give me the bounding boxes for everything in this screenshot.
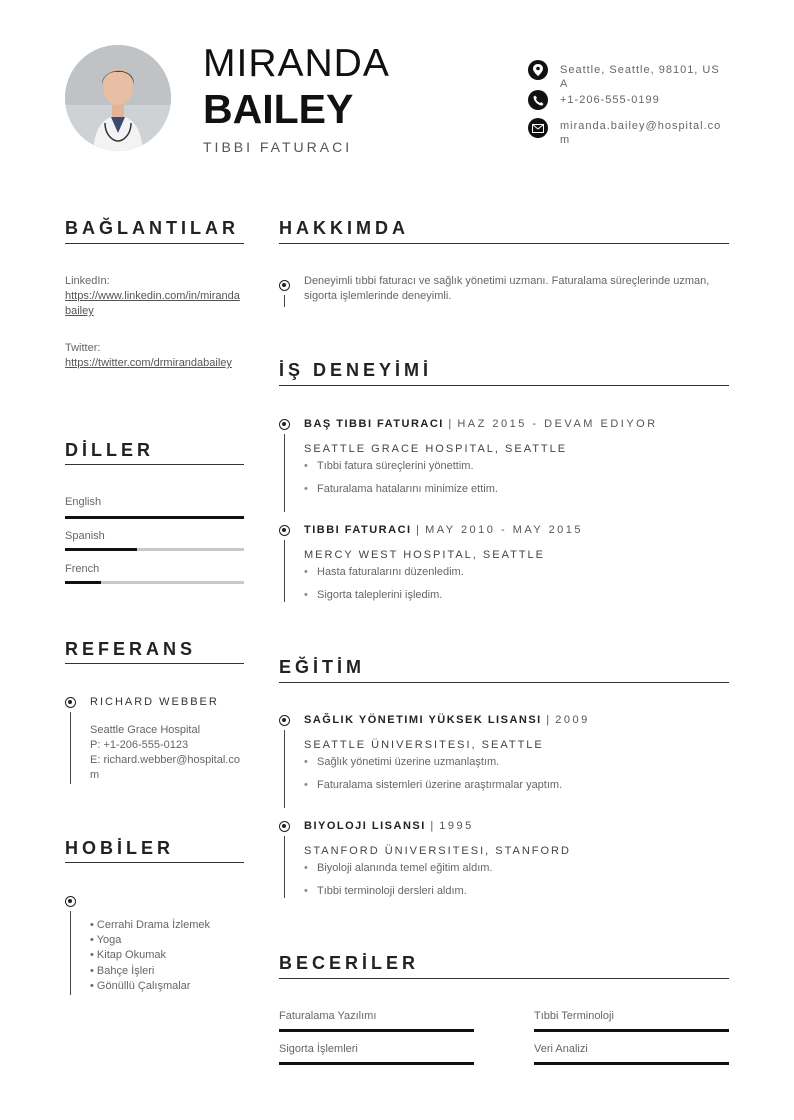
- language-name: English: [65, 496, 102, 508]
- job-org: SEATTLE GRACE HOSPITAL, SEATTLE: [304, 443, 568, 455]
- timeline-dot: [65, 896, 76, 907]
- timeline-line: [284, 295, 285, 307]
- language-bar-fill: [65, 581, 101, 584]
- language-bar: [65, 516, 244, 519]
- timeline-dot: [279, 821, 290, 832]
- address-text: Seattle, Seattle, 98101, USA: [560, 64, 720, 90]
- reference-phone: P: +1-206-555-0123: [90, 739, 189, 751]
- degree-heading: [304, 714, 590, 726]
- last-name: BAILEY: [203, 86, 354, 132]
- list-item: • Yoga: [90, 934, 122, 947]
- languages-heading: DİLLER: [65, 440, 154, 460]
- degree-name: BIYOLOJI LISANSI: [304, 820, 426, 832]
- skill-name: Sigorta İşlemleri: [279, 1043, 358, 1055]
- school-name: SEATTLE ÜNIVERSITESI, SEATTLE: [304, 739, 544, 751]
- references-heading: REFERANS: [65, 639, 197, 659]
- degree-year: 1995: [439, 820, 474, 832]
- languages-rule: [65, 464, 244, 465]
- skill-name: Veri Analizi: [534, 1043, 588, 1055]
- language-bar: [65, 548, 244, 551]
- reference-org: Seattle Grace Hospital: [90, 724, 201, 736]
- about-heading: HAKKIMDA: [279, 218, 409, 238]
- timeline-dot: [279, 280, 290, 291]
- skill-bar: [534, 1062, 729, 1065]
- list-item: • Tıbbi terminoloji dersleri aldım.: [304, 885, 467, 897]
- job-role: BAŞ TIBBI FATURACI: [304, 418, 444, 430]
- linkedin-label: LinkedIn:: [65, 275, 110, 287]
- timeline-line: [284, 730, 285, 808]
- list-item: • Sağlık yönetimi üzerine uzmanlaştım.: [304, 756, 500, 768]
- timeline-line: [284, 836, 285, 898]
- phone-icon: [528, 90, 548, 110]
- job-role: TIBBI FATURACI: [304, 524, 412, 536]
- list-item: • Gönüllü Çalışmalar: [90, 979, 191, 992]
- list-item: • Hasta faturalarını düzenledim.: [304, 566, 464, 578]
- education-rule: [279, 682, 729, 683]
- job-date: HAZ 2015 - DEVAM EDIYOR: [457, 418, 658, 430]
- linkedin-block: [65, 274, 244, 319]
- separator: |: [430, 820, 435, 832]
- twitter-label: Twitter:: [65, 342, 101, 354]
- language-bar: [65, 581, 244, 584]
- separator: |: [416, 524, 421, 536]
- language-name: Spanish: [65, 530, 105, 542]
- education-heading: EĞİTİM: [279, 657, 365, 677]
- phone-text: +1-206-555-0199: [560, 94, 660, 106]
- skills-heading: BECERİLER: [279, 953, 420, 973]
- links-heading: BAĞLANTILAR: [65, 218, 239, 238]
- timeline-dot: [279, 525, 290, 536]
- skill-bar: [279, 1029, 474, 1032]
- twitter-block: [65, 341, 244, 371]
- contact-phone: [528, 90, 728, 110]
- timeline-line: [70, 712, 71, 784]
- timeline-line: [284, 540, 285, 602]
- degree-heading: [304, 820, 474, 832]
- experience-rule: [279, 385, 729, 386]
- job-title: TIBBI FATURACI: [203, 139, 353, 155]
- hobbies-heading: HOBİLER: [65, 838, 174, 858]
- references-rule: [65, 663, 244, 664]
- separator: |: [546, 714, 551, 726]
- links-rule: [65, 243, 244, 244]
- reference-name: RICHARD WEBBER: [90, 696, 219, 708]
- twitter-link[interactable]: https://twitter.com/drmirandabailey: [65, 357, 232, 369]
- experience-heading: İŞ DENEYİMİ: [279, 360, 433, 380]
- job-date: MAY 2010 - MAY 2015: [425, 524, 584, 536]
- list-item: • Cerrahi Drama İzlemek: [90, 919, 210, 931]
- email-text[interactable]: miranda.bailey@hospital.com: [560, 120, 722, 146]
- linkedin-link[interactable]: https://www.linkedin.com/in/mirandabailey: [65, 290, 240, 317]
- about-rule: [279, 243, 729, 244]
- list-item: • Tıbbi fatura süreçlerini yönettim.: [304, 460, 474, 472]
- degree-year: 2009: [555, 714, 590, 726]
- list-item: • Kitap Okumak: [90, 949, 166, 962]
- timeline-dot: [279, 715, 290, 726]
- contact-email[interactable]: [528, 118, 728, 147]
- about-text: Deneyimli tıbbi faturacı ve sağlık yönetimi uzmanı. Faturalama süreçlerinde uzman, sigorta işlemlerinde deneyimli.: [304, 275, 710, 302]
- list-item: • Faturalama hatalarını minimize ettim.: [304, 483, 498, 495]
- job-heading: [304, 418, 658, 430]
- skill-name: Tıbbi Terminoloji: [534, 1010, 614, 1022]
- hobbies-rule: [65, 862, 244, 863]
- first-name: MIRANDA: [203, 42, 390, 85]
- timeline-dot: [65, 697, 76, 708]
- reference-details: [90, 723, 244, 783]
- list-item: • Sigorta taleplerini işledim.: [304, 589, 443, 601]
- list-item: • Biyoloji alanında temel eğitim aldım.: [304, 862, 493, 874]
- job-org: MERCY WEST HOSPITAL, SEATTLE: [304, 549, 546, 561]
- degree-name: SAĞLIK YÖNETIMI YÜKSEK LISANSI: [304, 714, 542, 726]
- location-pin-icon: [528, 60, 548, 80]
- skill-bar: [279, 1062, 474, 1065]
- reference-email: E: richard.webber@hospital.com: [90, 754, 240, 781]
- timeline-dot: [279, 419, 290, 430]
- language-bar-fill: [65, 516, 244, 519]
- skill-name: Faturalama Yazılımı: [279, 1010, 377, 1022]
- envelope-icon: [528, 118, 548, 138]
- job-heading: [304, 524, 583, 536]
- language-bar-fill: [65, 548, 137, 551]
- list-item: • Bahçe İşleri: [90, 964, 155, 977]
- skill-bar: [534, 1029, 729, 1032]
- language-name: French: [65, 563, 100, 575]
- skills-rule: [279, 978, 729, 979]
- hobbies-list: [90, 918, 210, 994]
- profile-photo: [65, 45, 171, 151]
- timeline-line: [70, 911, 71, 995]
- timeline-line: [284, 434, 285, 512]
- separator: |: [448, 418, 453, 430]
- contact-address: [528, 60, 728, 91]
- school-name: STANFORD ÜNIVERSITESI, STANFORD: [304, 845, 571, 857]
- list-item: • Faturalama sistemleri üzerine araştırmalar yaptım.: [304, 779, 563, 791]
